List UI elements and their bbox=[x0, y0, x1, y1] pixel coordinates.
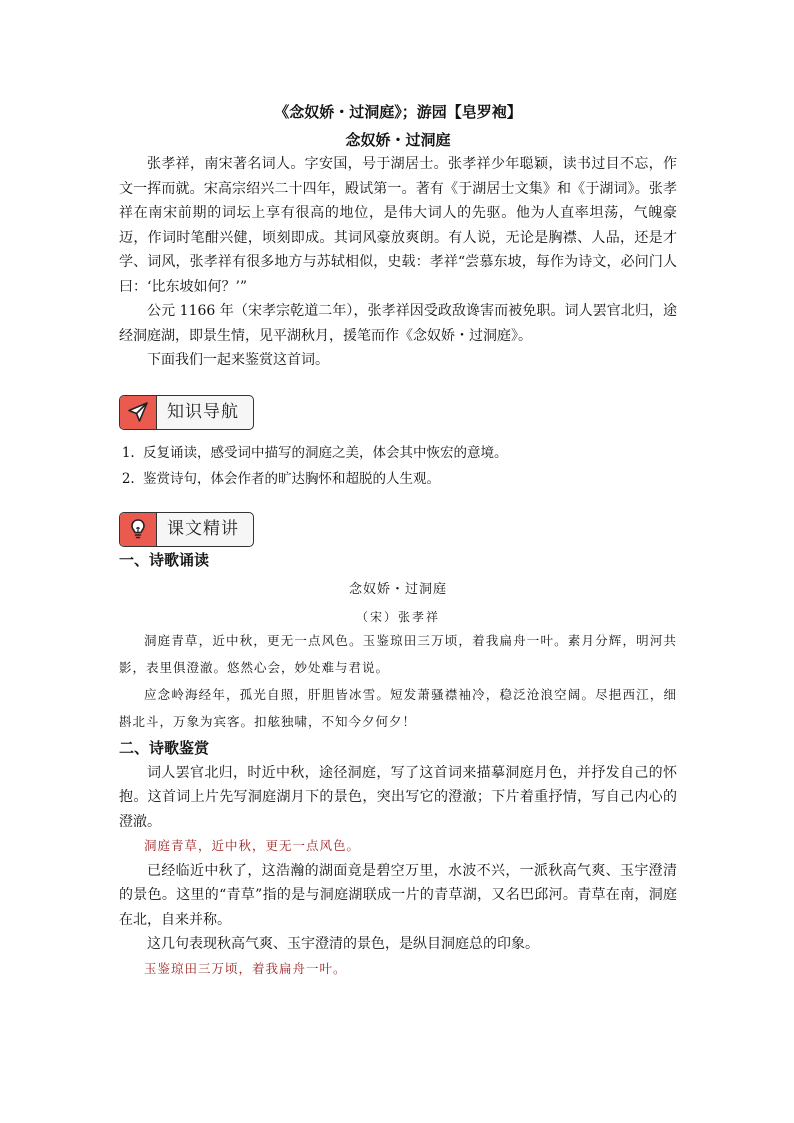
knowledge-nav-label: 知识导航 bbox=[167, 401, 239, 422]
poem-title: 念奴娇・过洞庭 bbox=[348, 581, 447, 597]
section-heading-recitation: 一、诗歌诵读 bbox=[119, 550, 210, 569]
poem-quote-2: 玉鉴琼田三万顷，着我扁舟一叶。 bbox=[144, 960, 347, 976]
learning-goals-list bbox=[119, 440, 677, 492]
intro-paragraph-2: 公元 1166 年（宋孝宗乾道二年），张孝祥因受政敌谗害而被免职。词人罢官北归，途经洞庭湖，即景生情，见平湖秋月，援笔而作《念奴娇・过洞庭》。 bbox=[119, 303, 677, 344]
lecture-banner bbox=[119, 512, 254, 547]
appreciation-paragraph-2: 已经临近中秋了，这浩瀚的湖面竟是碧空万里，水波不兴，一派秋高气爽、玉宇澄清的景色。这里的“青草”指的是与洞庭湖联成一片的青草湖，又名巴邱河。青草在南，洞庭在北，自来并称。 bbox=[119, 862, 677, 928]
intro-paragraph-1: 张孝祥，南宋著名词人。字安国，号于湖居士。张孝祥少年聪颖，读书过目不忘，作文一挥而就。宋高宗绍兴二十四年，殿试第一。著有《于湖居士文集》和《于湖词》。张孝祥在南宋前期的词坛上享有很高的地位，是伟大词人的先驱。他为人直率坦荡，气魄豪迈，作词时笔酣兴健，顷刻即成。其词风豪放爽朗。有人说，无论是胸襟、人品，还是才学、词风，张孝祥有很多地方与苏轼相似，史载：孝祥“尝慕东坡，每作为诗文，必问门人曰：‘比东坡如何？’” bbox=[119, 156, 677, 295]
main-title: 《念奴娇・过洞庭》；游园【皂罗袍】 bbox=[274, 103, 522, 121]
intro-paragraph-3: 下面我们一起来鉴赏这首词。 bbox=[147, 352, 329, 368]
poem-author: （宋）张孝祥 bbox=[355, 609, 440, 624]
lightbulb-icon bbox=[120, 513, 157, 546]
appreciation-paragraph-1: 词人罢官北归，时近中秋，途径洞庭，写了这首词来描摹洞庭月色，并抒发自己的怀抱。这首词上片先写洞庭湖月下的景色，突出写它的澄澈；下片着重抒情，写自己内心的澄澈。 bbox=[119, 764, 677, 830]
sub-title: 念奴娇・过洞庭 bbox=[345, 131, 451, 149]
list-item: 2. 鉴赏诗句，体会作者的旷达胸怀和超脱的人生观。 bbox=[139, 466, 677, 492]
poem-stanza-2: 应念岭海经年，孤光自照，肝胆皆冰雪。短发萧骚襟袖冷，稳泛沧浪空阔。尽挹西江，细斟北斗，万象为宾客。扣舷独啸，不知今夕何夕！ bbox=[119, 686, 677, 729]
list-item: 1. 反复诵读，感受词中描写的洞庭之美，体会其中恢宏的意境。 bbox=[139, 440, 677, 466]
section-heading-appreciation: 二、诗歌鉴赏 bbox=[119, 738, 210, 757]
paper-plane-icon bbox=[120, 396, 157, 429]
knowledge-nav-banner bbox=[119, 395, 254, 430]
appreciation-paragraph-3: 这几句表现秋高气爽、玉宇澄清的景色，是纵目洞庭总的印象。 bbox=[147, 936, 539, 952]
lecture-label: 课文精讲 bbox=[167, 518, 239, 539]
poem-quote-1: 洞庭青草，近中秋，更无一点风色。 bbox=[144, 838, 361, 853]
document-content bbox=[119, 100, 677, 981]
poem-stanza-1: 洞庭青草，近中秋，更无一点风色。玉鉴琼田三万顷，着我扁舟一叶。素月分辉，明河共影，表里俱澄澈。悠然心会，妙处难与君说。 bbox=[119, 632, 677, 675]
